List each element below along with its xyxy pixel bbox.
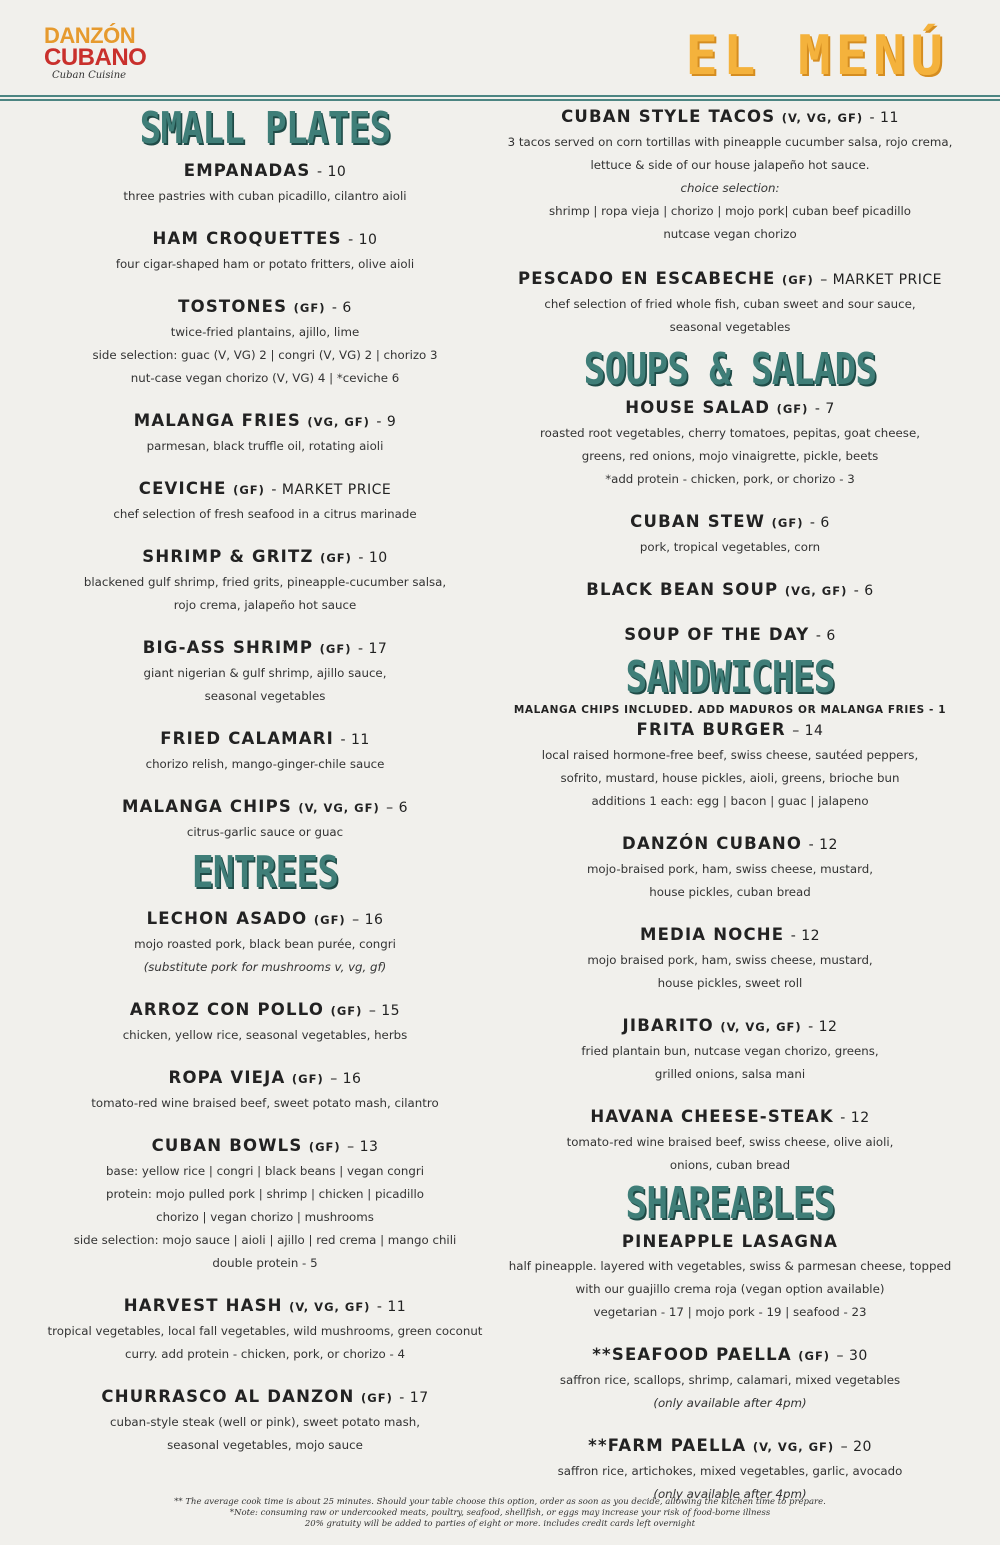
menu-item [20,408,510,458]
section-heading: SMALL PLATES [139,103,391,154]
item-description: grilled onions, salsa mani [654,1067,806,1081]
item-description: three pastries with cuban picadillo, cilantro aioli [123,189,407,203]
item-description: blackened gulf shrimp, fried grits, pineapple-cucumber salsa, [83,575,447,589]
item-description: house pickles, cuban bread [649,885,811,899]
menu-item [505,1104,955,1177]
item-name-row [505,922,955,949]
menu-item [505,717,955,813]
item-name: MEDIA NOCHE [639,925,785,944]
menu-item [20,794,510,844]
dietary-tag: (GF) [320,551,352,565]
item-description: onions, cuban bread [669,1158,791,1172]
item-description: nut-case vegan chorizo (V, VG) 4 | *ceviche 6 [130,371,400,385]
item-description: greens, red onions, mojo vinaigrette, pickle, beets [581,449,879,463]
item-description: protein: mojo pulled pork | shrimp | chicken | picadillo [105,1187,425,1201]
item-description: seasonal vegetables [669,320,791,334]
item-description: chicken, yellow rice, seasonal vegetables, herbs [122,1028,408,1042]
item-name-row [20,294,510,321]
section-small-plates [20,104,510,844]
menu-item [20,726,510,776]
item-description: chef selection of fried whole fish, cuban sweet and sour sauce, [544,297,916,311]
item-price: – 14 [792,723,824,739]
item-name-row [20,726,510,753]
item-price: - 17 [357,641,388,657]
item-name: SOUP OF THE DAY [624,625,810,644]
item-note: (only available after 4pm) [653,1487,807,1501]
item-name-row [20,1065,510,1092]
menu-item [505,266,955,339]
section-heading: SHAREABLES [625,1178,835,1229]
item-description: rojo crema, jalapeño hot sauce [173,598,357,612]
item-name: CUBAN STYLE TACOS [561,107,776,126]
item-description: vegetarian - 17 | mojo pork - 19 | seafood - 23 [593,1305,867,1319]
section-soups-salads [505,345,955,649]
item-price: - 10 [348,232,378,248]
menu-item [20,635,510,708]
item-name: FRIED CALAMARI [160,729,335,748]
item-name: HOUSE SALAD [625,398,771,417]
menu-item [505,395,955,491]
section-heading: SANDWICHES [625,652,835,703]
item-price: - 10 [358,550,388,566]
menu-item [20,1384,510,1457]
menu-item [20,1133,510,1275]
item-name-row [505,1342,955,1369]
item-description: chef selection of fresh seafood in a citrus marinade [113,507,417,521]
menu-item [20,544,510,617]
item-description: side selection: mojo sauce | aioli | ajillo | red crema | mango chili [73,1233,457,1247]
dietary-tag: (V, VG, GF) [781,111,864,125]
item-price: – 13 [347,1139,379,1155]
item-description: tomato-red wine braised beef, swiss cheese, olive aioli, [566,1135,894,1149]
item-price: - 11 [340,732,370,748]
item-description: *add protein - chicken, pork, or chorizo - 3 [605,472,855,486]
item-name-row [505,717,955,744]
dietary-tag: (GF) [233,483,265,497]
item-name-row [505,395,955,422]
item-price: - 10 [316,164,347,180]
right-column [505,104,955,1506]
item-price: - 7 [814,401,835,417]
header-rule-bottom [0,99,1000,101]
item-name: CEVICHE [138,479,227,498]
item-name: CUBAN STEW [630,512,766,531]
item-name-row [505,509,955,536]
item-description: sofrito, mustard, house pickles, aioli, greens, brioche bun [560,771,900,785]
item-price: – 15 [368,1003,401,1019]
section-entrees [20,848,510,1457]
menu-item [505,1013,955,1086]
menu-item [505,509,955,559]
item-description: chorizo relish, mango-ginger-chile sauce [145,757,385,771]
item-note: (substitute pork for mushrooms v, vg, gf) [143,960,387,974]
item-price: - 12 [790,928,821,944]
item-name: ARROZ CON POLLO [129,1000,325,1019]
menu-item [20,476,510,526]
item-description: cuban-style steak (well or pink), sweet potato mash, [109,1415,421,1429]
item-description: additions 1 each: egg | bacon | guac | jalapeno [591,794,869,808]
item-description: house pickles, sweet roll [657,976,803,990]
menu-item [20,906,510,979]
restaurant-logo [44,25,154,81]
item-name: BIG-ASS SHRIMP [142,638,314,657]
item-name: MALANGA CHIPS [121,797,292,816]
dietary-tag: (VG, GF) [307,415,370,429]
dietary-tag: (GF) [361,1391,393,1405]
dietary-tag: (GF) [313,913,346,927]
item-price: - 12 [840,1110,870,1126]
logo-line-2: CUBANO [44,44,147,71]
item-name-row [505,831,955,858]
item-description: mojo-braised pork, ham, swiss cheese, mustard, [586,862,874,876]
item-price: - 11 [376,1299,407,1315]
item-name-row [20,476,510,503]
item-description: tropical vegetables, local fall vegetables, wild mushrooms, green coconut [47,1324,483,1338]
item-name: FRITA BURGER [636,720,786,739]
item-name: **FARM PAELLA [588,1436,747,1455]
dietary-tag: (V, VG, GF) [752,1440,835,1454]
item-description: twice-fried plantains, ajillo, lime [170,325,360,339]
dietary-tag: (V, VG, GF) [298,801,380,815]
footer-line: ** The average cook time is about 25 minutes. Should your table choose this option, order as soon as you decide, allowing the kitchen time to prepare. [174,1497,826,1507]
menu-item [505,922,955,995]
item-description: giant nigerian & gulf shrimp, ajillo sauce, [143,666,387,680]
item-name: EMPANADAS [183,161,311,180]
item-description: curry. add protein - chicken, pork, or chorizo - 4 [125,1347,405,1361]
item-name-row [505,1229,955,1255]
section-note: MALANGA CHIPS INCLUDED. ADD MADUROS OR MALANGA FRIES - 1 [513,704,947,716]
item-name: PINEAPPLE LASAGNA [621,1232,839,1251]
item-description: saffron rice, artichokes, mixed vegetables, garlic, avocado [557,1464,903,1478]
section-heading: SOUPS & SALADS [583,344,877,395]
item-name-row [505,577,955,604]
item-description: half pineapple. layered with vegetables, swiss & parmesan cheese, topped [508,1259,952,1273]
item-name: TOSTONES [178,297,288,316]
footer-line: 20% gratuity will be added to parties of eight or more. includes credit cards left overnight [304,1519,696,1529]
dietary-tag: (V, VG, GF) [720,1020,802,1034]
item-name: MALANGA FRIES [133,411,301,430]
item-description: citrus-garlic sauce or guac [186,825,344,839]
item-name-row [20,544,510,571]
item-name-row [20,906,510,933]
item-price: - 17 [399,1390,429,1406]
item-description: tomato-red wine braised beef, sweet potato mash, cilantro [91,1096,439,1110]
menu-item [505,1433,955,1506]
item-name: PESCADO EN ESCABECHE [517,269,776,288]
section-top-right [505,104,955,339]
item-name: **SEAFOOD PAELLA [592,1345,792,1364]
item-name-row [505,622,955,649]
dietary-tag: (GF) [308,1140,341,1154]
item-price: - 6 [331,300,352,316]
item-description: seasonal vegetables, mojo sauce [167,1438,363,1452]
item-name: LECHON ASADO [146,909,308,928]
item-description: pork, tropical vegetables, corn [639,540,821,554]
item-name: DANZÓN CUBANO [622,834,803,853]
menu-item [20,997,510,1047]
item-name-row [505,1104,955,1131]
item-name-row [20,794,510,821]
item-description: seasonal vegetables [204,689,326,703]
item-price: - 6 [809,515,830,531]
section-shareables [505,1179,955,1506]
item-name: HAVANA CHEESE-STEAK [590,1107,834,1126]
menu-item [505,831,955,904]
item-note: (only available after 4pm) [653,1396,807,1410]
item-description: shrimp | ropa vieja | chorizo | mojo pork| cuban beef picadillo [548,204,912,218]
item-name: SHRIMP & GRITZ [142,547,314,566]
item-name-row [20,408,510,435]
item-price: - 6 [853,583,874,599]
dietary-tag: (VG, GF) [784,584,848,598]
item-name-row [505,1013,955,1040]
dietary-tag: (GF) [293,301,326,315]
left-column [20,104,510,1457]
dietary-tag: (GF) [771,516,804,530]
item-description: chorizo | vegan chorizo | mushrooms [156,1210,374,1224]
item-name-row [505,104,955,131]
item-description: parmesan, black truffle oil, rotating aioli [146,439,384,453]
menu-item [20,226,510,276]
item-description: roasted root vegetables, cherry tomatoes, pepitas, goat cheese, [540,426,920,440]
item-description: nutcase vegan chorizo [663,227,797,241]
item-description: mojo braised pork, ham, swiss cheese, mustard, [587,953,873,967]
header-rule-top [0,95,1000,97]
menu-item [20,294,510,390]
item-name: CHURRASCO AL DANZON [101,1387,355,1406]
logo-tagline: Cuban Cuisine [52,70,127,81]
item-price: – 6 [386,800,409,816]
menu-title: EL MENÚ [685,24,948,87]
item-name-row [20,1384,510,1411]
item-name-row [20,997,510,1024]
item-description: double protein - 5 [212,1256,318,1270]
item-name: HAM CROQUETTES [152,229,342,248]
item-name-row [20,1293,510,1320]
menu-item [20,1065,510,1115]
item-price: – 20 [840,1439,872,1455]
section-heading: ENTREES [191,847,339,898]
item-name: HARVEST HASH [123,1296,283,1315]
item-name: CUBAN BOWLS [151,1136,303,1155]
item-description: side selection: guac (V, VG) 2 | congri (V, VG) 2 | chorizo 3 [92,348,438,362]
item-price: - 11 [869,110,899,126]
dietary-tag: (V, VG, GF) [289,1300,371,1314]
menu-item [505,1342,955,1415]
item-name-row [20,158,510,185]
menu-item [505,1229,955,1324]
item-price: – 16 [330,1071,362,1087]
item-name-row [20,226,510,253]
item-name: ROPA VIEJA [168,1068,286,1087]
item-description: base: yellow rice | congri | black beans | vegan congri [106,1164,424,1178]
item-note: choice selection: [680,181,780,195]
item-name-row [505,1433,955,1460]
item-description: 3 tacos served on corn tortillas with pineapple cucumber salsa, rojo crema, [507,135,953,149]
item-description: mojo roasted pork, black bean purée, congri [134,937,396,951]
dietary-tag: (GF) [776,402,809,416]
dietary-tag: (GF) [319,642,352,656]
menu-item [20,1293,510,1366]
item-price: - 12 [808,837,838,853]
item-description: lettuce & side of our house jalapeño hot sauce. [590,158,870,172]
dietary-tag: (GF) [798,1349,831,1363]
item-description: fried plantain bun, nutcase vegan chorizo, greens, [581,1044,879,1058]
menu-item [505,104,955,246]
footer-notes [0,1497,1000,1530]
item-name-row [20,635,510,662]
dietary-tag: (GF) [330,1004,363,1018]
item-price: - MARKET PRICE [271,482,392,498]
item-price: - 12 [808,1019,838,1035]
dietary-tag: (GF) [291,1072,324,1086]
item-name-row [505,266,955,293]
item-price: – 16 [352,912,384,928]
section-sandwiches [505,653,955,1177]
item-description: four cigar-shaped ham or potato fritters, olive aioli [115,257,415,271]
menu-item [505,577,955,604]
item-price: - 6 [815,628,836,644]
item-description: local raised hormone-free beef, swiss cheese, sautéed peppers, [541,748,919,762]
footer-line: *Note: consuming raw or undercooked meats, poultry, seafood, shellfish, or eggs may increase your risk of food-borne illness [229,1508,771,1518]
menu-item [20,158,510,208]
dietary-tag: (GF) [781,273,814,287]
menu-item [505,622,955,649]
item-price: - 9 [376,414,397,430]
logo-line-1: DANZÓN [44,23,136,48]
item-name: BLACK BEAN SOUP [586,580,779,599]
item-price: – MARKET PRICE [820,272,942,288]
item-description: saffron rice, scallops, shrimp, calamari, mixed vegetables [559,1373,901,1387]
item-name: JIBARITO [622,1016,714,1035]
item-name-row [20,1133,510,1160]
item-price: – 30 [836,1348,868,1364]
item-description: with our guajillo crema roja (vegan option available) [575,1282,885,1296]
